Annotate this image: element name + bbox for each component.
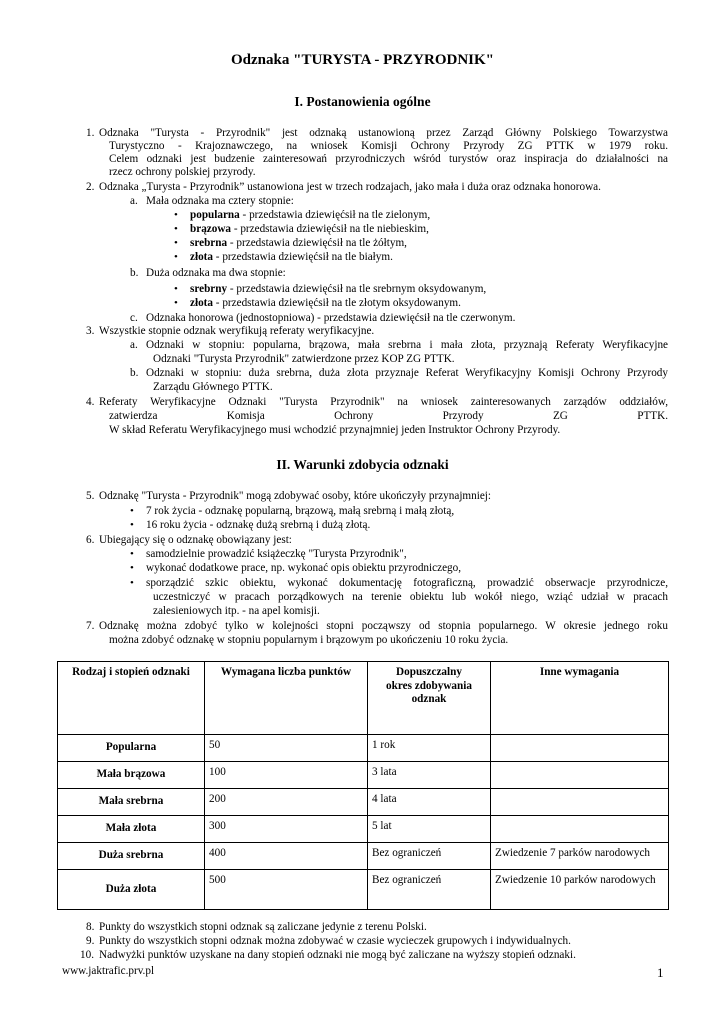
paragraph-text: Celem odznaki jest budzenie zainteresowań przyrodniczych wśród turystów oraz inspiracja do działalności na (109, 153, 668, 165)
page-number: 1 (657, 965, 664, 980)
table-cell: 400 (205, 843, 368, 870)
paragraph-text: Referaty Weryfikacyjne Odznaki "Turysta Przyrodnik" na wniosek zainteresowanych zarządów oddziałów, (99, 396, 668, 408)
sub-item-label: c. (130, 312, 138, 324)
item-number: 1. (86, 127, 95, 139)
grade-item (190, 251, 393, 264)
table-cell: Mała złota (58, 816, 205, 843)
grade-name: złota (190, 251, 213, 263)
paragraph-text: Ubiegający się o odznakę obowiązany jest: (99, 534, 292, 546)
grade-name: srebrna (190, 237, 228, 249)
table-row (58, 870, 669, 910)
paragraph-text: Odznaka "Turysta - Przyrodnik" jest odznaką ustanowioną przez Zarząd Główny Polskiego Towarzystwa (99, 127, 668, 139)
table-cell: 1 rok (368, 735, 491, 762)
bullet-text: sporządzić szkic obiektu, wykonać dokumentację fotograficzną, prowadzić obserwacje przyrodnicze, (146, 577, 668, 589)
bullet-text: samodzielnie prowadzić książeczkę "Turysta Przyrodnik", (146, 548, 407, 560)
table-cell: Duża złota (58, 870, 205, 910)
table-cell: 300 (205, 816, 368, 843)
bullet-text: zalesieniowych itp. - na apel komisji. (153, 605, 320, 617)
grade-name: brązowa (190, 223, 232, 235)
note-text: Punkty do wszystkich stopni odznak są zaliczane jedynie z terenu Polski. (99, 921, 427, 933)
table-row (58, 735, 669, 762)
note-text: Nadwyżki punktów uzyskane na dany stopień odznaki nie mogą być zaliczane na wyższy stopień odznaki. (99, 949, 576, 961)
table-cell: Bez ograniczeń (368, 843, 491, 870)
grade-name: popularna (190, 209, 240, 221)
sub-item-label: a. (130, 195, 138, 207)
sub-item-label: b. (130, 267, 139, 279)
bullet-text: 7 rok życia - odznakę popularną, brązową, małą srebrną i małą złotą, (146, 505, 455, 517)
bullet-icon: • (174, 223, 178, 235)
paragraph-text: można zdobyć odznakę w stopniu popularnym i brązowym po ukończeniu 10 roku życia. (109, 634, 509, 646)
item-number: 7. (86, 620, 95, 632)
grade-item (190, 209, 430, 222)
document-title: Odznaka "TURYSTA - PRZYRODNIK" (231, 52, 494, 68)
bullet-icon: • (174, 237, 178, 249)
paragraph-text: Turystyczno - Krajoznawczego, na wniosek Komisji Ochrony Przyrody ZG PTTK w 1979 roku. (109, 140, 668, 152)
sub-item-text: Mała odznaka ma cztery stopnie: (146, 195, 294, 207)
table-cell: 200 (205, 789, 368, 816)
table-cell (491, 762, 669, 789)
table-cell (491, 816, 669, 843)
table-cell: 100 (205, 762, 368, 789)
grade-name: srebrny (190, 283, 228, 295)
grade-item (190, 237, 407, 250)
sub-item-text: Duża odznaka ma dwa stopnie: (146, 267, 286, 279)
grade-item (190, 297, 461, 310)
sub-item-text: Zarządu Głównego PTTK. (153, 381, 273, 393)
table-cell: 5 lat (368, 816, 491, 843)
bullet-text: wykonać dodatkowe prace, np. wykonać opis obiektu przyrodniczego, (146, 562, 462, 574)
paragraph-text: zatwierdza Komisja Ochrony Przyrody ZG PTTK. (109, 410, 668, 422)
paragraph-text: Odznaka „Turysta - Przyrodnik” ustanowiona jest w trzech rodzajach, jako mała i duża oraz odznaka honorowa. (99, 181, 601, 193)
section-heading-conditions: II. Warunki zdobycia odznaki (276, 457, 449, 472)
bullet-icon: • (174, 283, 178, 295)
table-cell: Mała brązowa (58, 762, 205, 789)
table-row (58, 816, 669, 843)
paragraph-text: W skład Referatu Weryfikacyjnego musi wchodzić przynajmniej jeden Instruktor Ochrony Przyrody. (109, 424, 561, 436)
table-header: Dopuszczalny okres zdobywania odznak (368, 662, 491, 735)
table-header: Inne wymagania (491, 662, 669, 735)
table-row (58, 762, 669, 789)
grade-desc: - przedstawia dziewięćsił na tle złotym oksydowanym. (213, 297, 461, 309)
bullet-icon: • (130, 548, 134, 560)
bullet-icon: • (130, 562, 134, 574)
table-cell: Bez ograniczeń (368, 870, 491, 910)
sub-item-text: Odznaki w stopniu: popularna, brązowa, mała srebrna i mała złota, przyznają Referaty Weryfikacyjne (146, 339, 668, 351)
sub-item-text: Odznaki w stopniu: duża srebrna, duża złota przyznaje Referat Weryfikacyjny Komisji Ochrony Przyrody (146, 367, 668, 379)
table-cell: 3 lata (368, 762, 491, 789)
bullet-text: uczestniczyć w pracach porządkowych na terenie obiektu lub wokół niego, wziąć udział w pracach (153, 591, 668, 603)
grade-desc: - przedstawia dziewięćsił na tle zielonym, (239, 209, 431, 221)
table-cell: Duża srebrna (58, 843, 205, 870)
bullet-icon: • (130, 519, 134, 531)
section-heading-general: I. Postanowienia ogólne (294, 94, 431, 109)
table-row (58, 789, 669, 816)
grade-desc: - przedstawia dziewięćsił na tle niebieskim, (231, 223, 429, 235)
item-number: 3. (86, 325, 95, 337)
item-number: 2. (86, 181, 95, 193)
bullet-icon: • (174, 297, 178, 309)
grade-item (190, 223, 429, 236)
grade-item (190, 283, 486, 296)
paragraph-text: Wszystkie stopnie odznak weryfikują referaty weryfikacyjne. (99, 325, 375, 337)
table-cell: Mała srebrna (58, 789, 205, 816)
table-cell: Zwiedzenie 10 parków narodowych (491, 870, 669, 910)
grade-desc: - przedstawia dziewięćsił na tle białym. (213, 251, 393, 263)
table-cell: 500 (205, 870, 368, 910)
table-cell: Popularna (58, 735, 205, 762)
bullet-icon: • (174, 209, 178, 221)
bullet-text: 16 roku życia - odznakę dużą srebrną i dużą złotą. (146, 519, 371, 531)
item-number: 5. (86, 490, 95, 502)
bullet-icon: • (130, 505, 134, 517)
paragraph-text: Odznakę można zdobyć tylko w kolejności stopni począwszy od stopnia popularnego. W okresie jednego roku (99, 620, 668, 632)
paragraph-text: Odznakę "Turysta - Przyrodnik" mogą zdobywać osoby, które ukończyły przynajmniej: (99, 490, 492, 502)
table-cell: 4 lata (368, 789, 491, 816)
paragraph-text: rzecz ochrony polskiej przyrody. (109, 166, 256, 178)
footer-url: www.jaktrafic.prv.pl (62, 965, 155, 977)
sub-item-text: Odznaka honorowa (jednostopniowa) - przedstawia dziewięćsił na tle czerwonym. (146, 312, 516, 324)
grade-desc: - przedstawia dziewięćsił na tle srebrnym oksydowanym, (227, 283, 487, 295)
note-text: Punkty do wszystkich stopni odznak można zdobywać w czasie wycieczek grupowych i indywidualnych. (99, 935, 571, 947)
item-number: 6. (86, 534, 95, 546)
table-cell (491, 789, 669, 816)
table-header-row (58, 662, 669, 735)
item-number: 9. (86, 935, 95, 947)
table-cell (491, 735, 669, 762)
sub-item-label: a. (130, 339, 138, 351)
table-cell: 50 (205, 735, 368, 762)
item-number: 8. (86, 921, 95, 933)
requirements-table (57, 661, 669, 910)
table-header: Wymagana liczba punktów (205, 662, 368, 735)
grade-name: złota (190, 297, 213, 309)
sub-item-label: b. (130, 367, 139, 379)
grade-desc: - przedstawia dziewięćsił na tle żółtym, (227, 237, 407, 249)
table-row (58, 843, 669, 870)
table-header: Rodzaj i stopień odznaki (58, 662, 205, 735)
table-cell: Zwiedzenie 7 parków narodowych (491, 843, 669, 870)
item-number: 10. (80, 949, 94, 961)
bullet-icon: • (130, 577, 134, 589)
item-number: 4. (86, 396, 95, 408)
bullet-icon: • (174, 251, 178, 263)
sub-item-text: Odznaki "Turysta Przyrodnik" zatwierdzone przez KOP ZG PTTK. (153, 353, 455, 365)
